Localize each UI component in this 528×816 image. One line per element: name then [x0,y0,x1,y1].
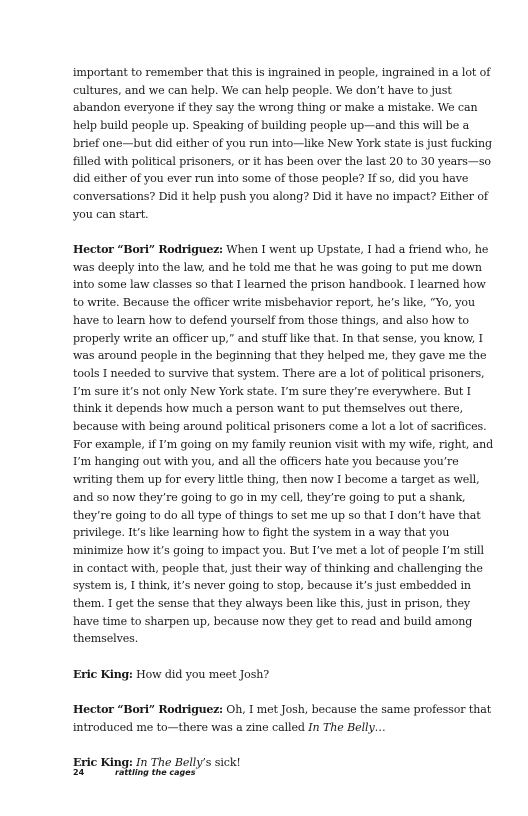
speaker-label: Hector “Bori” Rodriguez: [73,243,223,257]
speaker-label: Eric King: [73,667,133,681]
paragraph-tail: ’s sick! [202,756,241,770]
speaker-label: Eric King: [73,756,133,770]
zine-title: In The Belly [308,720,375,734]
page-number: 24 [73,768,85,777]
paragraph-text: important to remember that this is ingrained in people, ingrained in a lot of cultures, and we can help. We can help people. We don’t have to just abandon everyone if they say the wrong thing or make a mistake. We can help build people up. Speaking of building people up—and this will be a brief one—but did either of you run into—like New York state is just fucking filled with political prisoners, or it has been over the last 20 to 30 years—so did either of you ever run into some of those people? If so, did you have conversations? Did it help push you along? Did it have no impact? Either of you can start. [73,66,492,221]
interview-text [73,64,495,790]
paragraph-tail: … [374,720,386,734]
zine-title: In The Belly [136,756,203,770]
speaker-label: Hector “Bori” Rodriguez: [73,703,223,717]
paragraph-question-eric [73,666,495,684]
paragraph-text: How did you meet Josh? [136,667,270,681]
paragraph-text: Oh, I met Josh, because the same professor that introduced me to—there was a zine called [73,703,492,734]
paragraph-question [73,64,495,223]
paragraph-answer-hector [73,241,495,648]
paragraph-answer-hector-2 [73,701,495,736]
running-title: rattling the cages [115,768,196,777]
paragraph-text: When I went up Upstate, I had a friend who, he was deeply into the law, and he told me that he was going to put me down into some law classes so that I learned the prison handbook. I learned how to write. Because the officer write misbehavior report, he’s like, “Yo, you have to learn how to defend yourself from those things, and also how to properly write an officer up,” and stuff like that. In that sense, you know, I was around people in the beginning that they helped me, they gave me the tools I needed to survive that system. There are a lot of political prisoners, I’m sure it’s not only New York state. I’m sure they’re everywhere. But I think it depends how much a person want to put themselves out there, because with being around political prisoners come a lot a lot of sacrifices. For example, if I’m going on my family reunion visit with my wife, right, and I’m hanging out with you, and all the officers hate you because you’re writing them up for every little thing, then now I become a target as well, and so now they’re going to go in my cell, they’re going to put a shank, they’re going to do all type of things to set me up so that I don’t have that privilege. It’s like learning how to fight the system in a way that you minimize how it’s going to impact you. But I’ve met a lot of people I’m still in contact with, people that, just their way of thinking and challenging the system is, I think, it’s never going to stop, because it’s just embedded in them. I get the sense that they always been like this, just in prison, they have time to sharpen up, because now they get to read and build among themselves. [73,243,494,646]
